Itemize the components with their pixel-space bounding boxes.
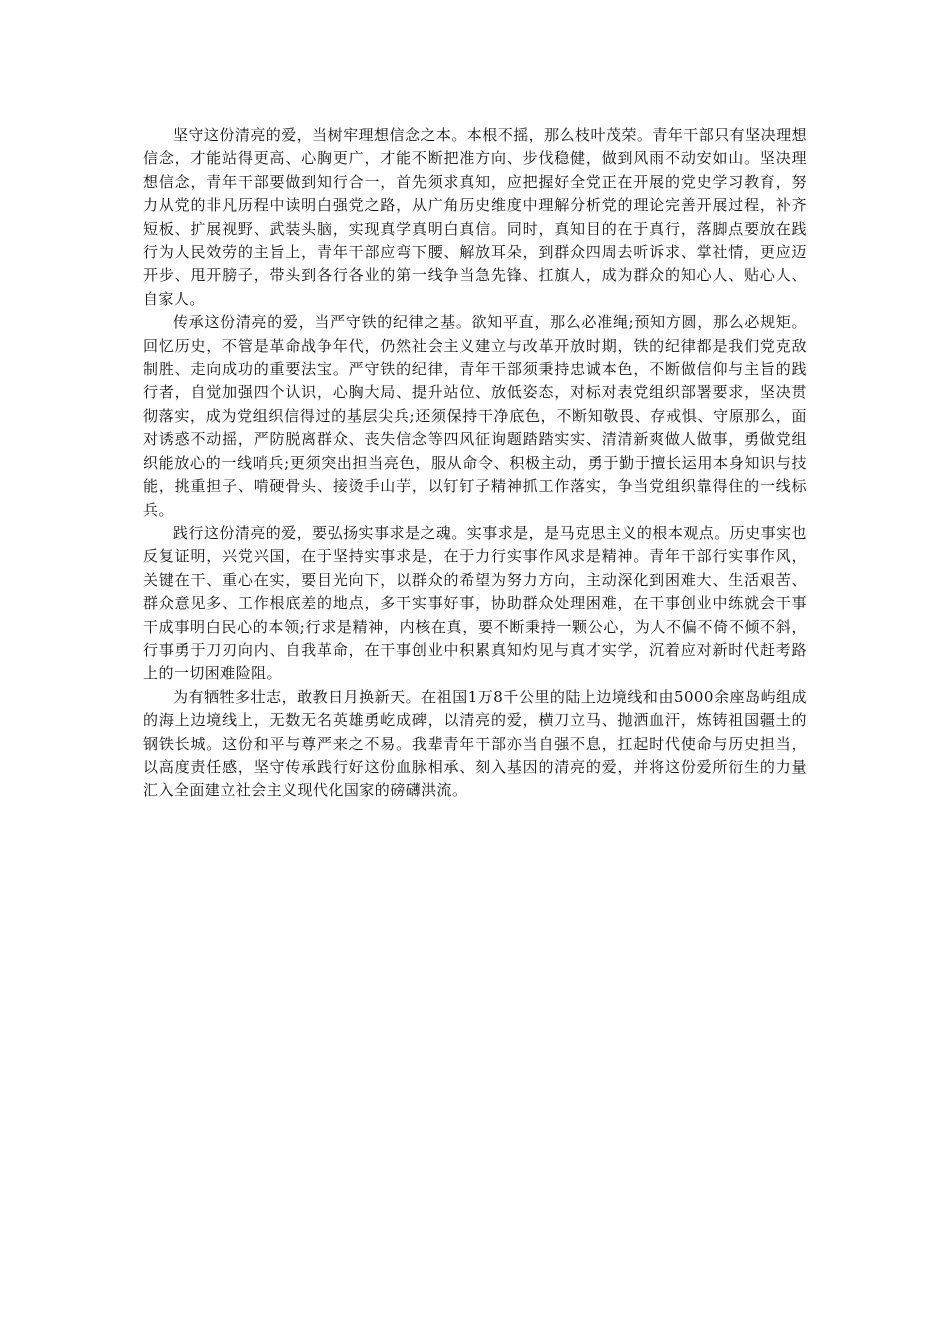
paragraph-3: 践行这份清亮的爱，要弘扬实事求是之魂。实事求是，是马克思主义的根本观点。历史事实也反复证明，兴党兴国，在于坚持实事求是，在于力行实事作风求是精神。青年干部行实事作风，关键在干、重心在实，要目光向下，以群众的希望为努力方向，主动深化到困难大、生活艰苦、群众意见多、工作根底差的地点，多干实事好事，协助群众处理困难，在干事创业中练就会干事干成事明白民心的本领;行求是精神，内核在真，要不断秉持一颗公心，为人不偏不倚不倾不斜，行事勇于刀刃向内、自我革命，在干事创业中积累真知灼见与真才实学，沉着应对新时代赶考路上的一切困难险阻。 [143,523,807,683]
paragraph-1: 坚守这份清亮的爱，当树牢理想信念之本。本根不摇，那么枝叶茂荣。青年干部只有坚决理想信念，才能站得更高、心胸更广，才能不断把准方向、步伐稳健，做到风雨不动安如山。坚决理想信念，青年干部要做到知行合一，首先须求真知，应把握好全党正在开展的党史学习教育，努力从党的非凡历程中读明白强党之路，从广角历史维度中理解分析党的理论完善开展过程，补齐短板、扩展视野、武装头脑，实现真学真明白真信。同时，真知目的在于真行，落脚点要放在践行为人民效劳的主旨上，青年干部应弯下腰、解放耳朵，到群众四周去听诉求、掌社情，更应迈开步、甩开膀子，带头到各行各业的第一线争当急先锋、扛旗人，成为群众的知心人、贴心人、自家人。 [143,126,807,308]
paragraph-2: 传承这份清亮的爱，当严守铁的纪律之基。欲知平直，那么必准绳;预知方圆，那么必规矩。回忆历史，不管是革命战争年代，仍然社会主义建立与改革开放时期，铁的纪律都是我们党克敌制胜、走向成功的重要法宝。严守铁的纪律，青年干部须秉持忠诚本色，不断做信仰与主旨的践行者，自觉加强四个认识，心胸大局、提升站位、放低姿态，对标对表党组织部署要求，坚决贯彻落实，成为党组织信得过的基层尖兵;还须保持干净底色，不断知敬畏、存戒惧、守原那么，面对诱惑不动摇，严防脱离群众、丧失信念等四风征询题踏踏实实、清清新爽做人做事，勇做党组织能放心的一线哨兵;更须突出担当亮色，服从命令、积极主动，勇于勤于擅长运用本身知识与技能，挑重担子、啃硬骨头、接烫手山芋，以钉钉子精神抓工作落实，争当党组织靠得住的一线标兵。 [143,313,807,519]
paragraph-4: 为有牺牲多壮志，敢教日月换新天。在祖国1万8千公里的陆上边境线和由5000余座岛屿组成的海上边境线上，无数无名英雄勇屹成碑，以清亮的爱，横刀立马、抛洒血汗，炼铸祖国疆土的钢铁长城。这份和平与尊严来之不易。我辈青年干部亦当自强不息，扛起时代使命与历史担当，以高度责任感，坚守传承践行好这份血脉相承、刻入基因的清亮的爱，并将这份爱所衍生的力量汇入全面建立社会主义现代化国家的磅礴洪流。 [143,687,807,800]
document-body [143,124,807,803]
